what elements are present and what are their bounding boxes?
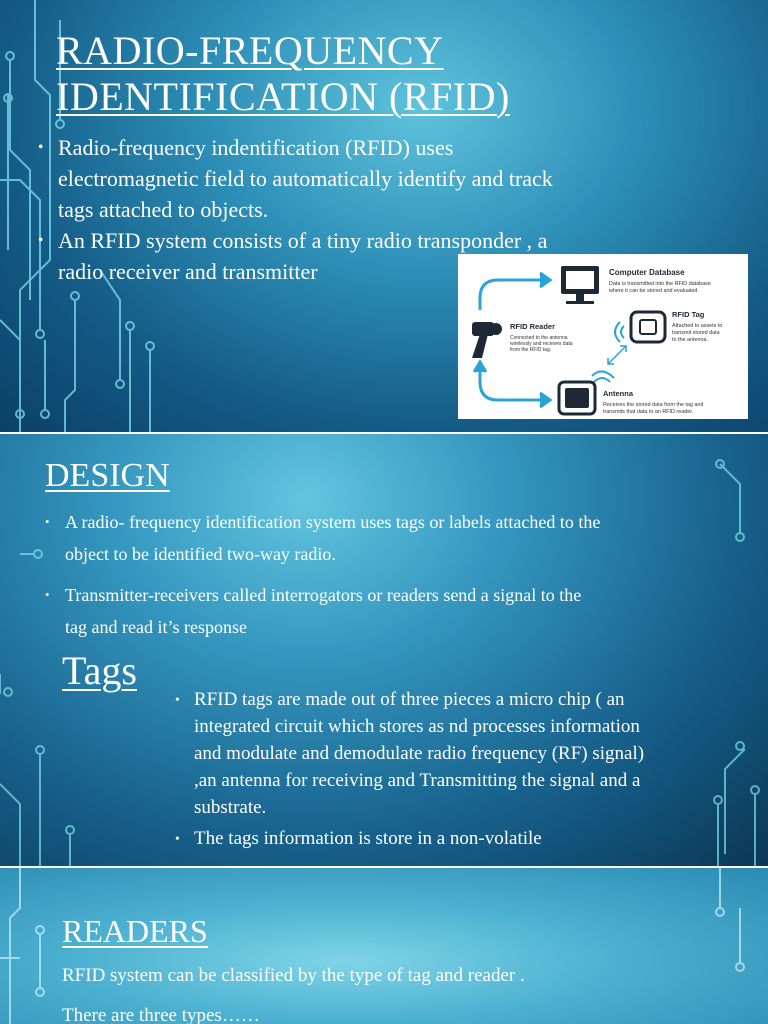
svg-text:Attached to assets to: Attached to assets to bbox=[672, 323, 723, 329]
svg-text:Receives the stored data from: Receives the stored data from the tag and bbox=[603, 402, 704, 408]
bullet-item: • Transmitter-receivers called interrogators or readers send a signal to the tag and read it’s response bbox=[45, 579, 605, 643]
svg-text:to the antenna.: to the antenna. bbox=[672, 337, 708, 343]
svg-text:from the RFID tag.: from the RFID tag. bbox=[510, 347, 552, 353]
rfid-reader-title: RFID Reader bbox=[510, 322, 556, 331]
svg-text:Data is transmitted into the R: Data is transmitted into the RFID database bbox=[609, 281, 711, 287]
svg-text:wirelessly and receives data: wirelessly and receives data bbox=[510, 341, 573, 347]
computer-monitor-icon bbox=[561, 266, 599, 304]
antenna-title: Antenna bbox=[603, 389, 633, 398]
rfid-tag-icon bbox=[631, 312, 665, 342]
slide-rfid-intro bbox=[0, 0, 768, 432]
design-bullet-list bbox=[45, 506, 605, 652]
title-line-2: IDENTIFICATION (RFID) bbox=[56, 74, 510, 119]
bullet-item: • Radio-frequency indentification (RFID) uses electromagnetic field to automatically identify and track tags attached to objects. bbox=[38, 132, 558, 225]
subsection-title-tags: Tags bbox=[62, 648, 137, 693]
bullet-item: • The tags information is store in a non-volatile bbox=[175, 825, 655, 852]
bullet-item: • An RFID system consists of a tiny radio transponder , a radio receiver and transmitter bbox=[38, 225, 558, 287]
section-title-readers: READERS bbox=[62, 913, 208, 949]
svg-text:where it can be stored and eva: where it can be stored and evaluated. bbox=[609, 288, 699, 294]
rfid-reader-gun-icon bbox=[472, 322, 502, 358]
tags-bullet-list bbox=[175, 686, 655, 852]
rfid-tag-title: RFID Tag bbox=[672, 310, 705, 319]
computer-database-title: Computer Database bbox=[609, 268, 685, 277]
slide-readers bbox=[0, 868, 768, 1024]
readers-text-line-1: RFID system can be classified by the type of tag and reader . bbox=[62, 965, 525, 986]
title-line-1: RADIO-FREQUENCY bbox=[56, 28, 444, 73]
bullet-item: • RFID tags are made out of three pieces a micro chip ( an integrated circuit which stores as nd processes information and modulate and demodulate radio frequency (RF) signal) ,an antenna for receiving and Transmitting the signal and a substrate. bbox=[175, 686, 655, 821]
section-title-design: DESIGN bbox=[45, 457, 170, 494]
svg-text:transmits that data to an RFID: transmits that data to an RFID reader. bbox=[603, 409, 694, 415]
slide-title bbox=[56, 28, 510, 120]
readers-text-line-2: There are three types…… bbox=[62, 1005, 260, 1024]
svg-text:Connected to the antenna: Connected to the antenna bbox=[510, 335, 568, 341]
bullet-item: • A radio- frequency identification system uses tags or labels attached to the object to be identified two-way radio. bbox=[45, 506, 605, 570]
rfid-system-diagram bbox=[458, 254, 748, 419]
slide-design bbox=[0, 434, 768, 866]
antenna-chip-icon bbox=[559, 382, 595, 414]
svg-text:transmit stored data: transmit stored data bbox=[672, 330, 720, 336]
